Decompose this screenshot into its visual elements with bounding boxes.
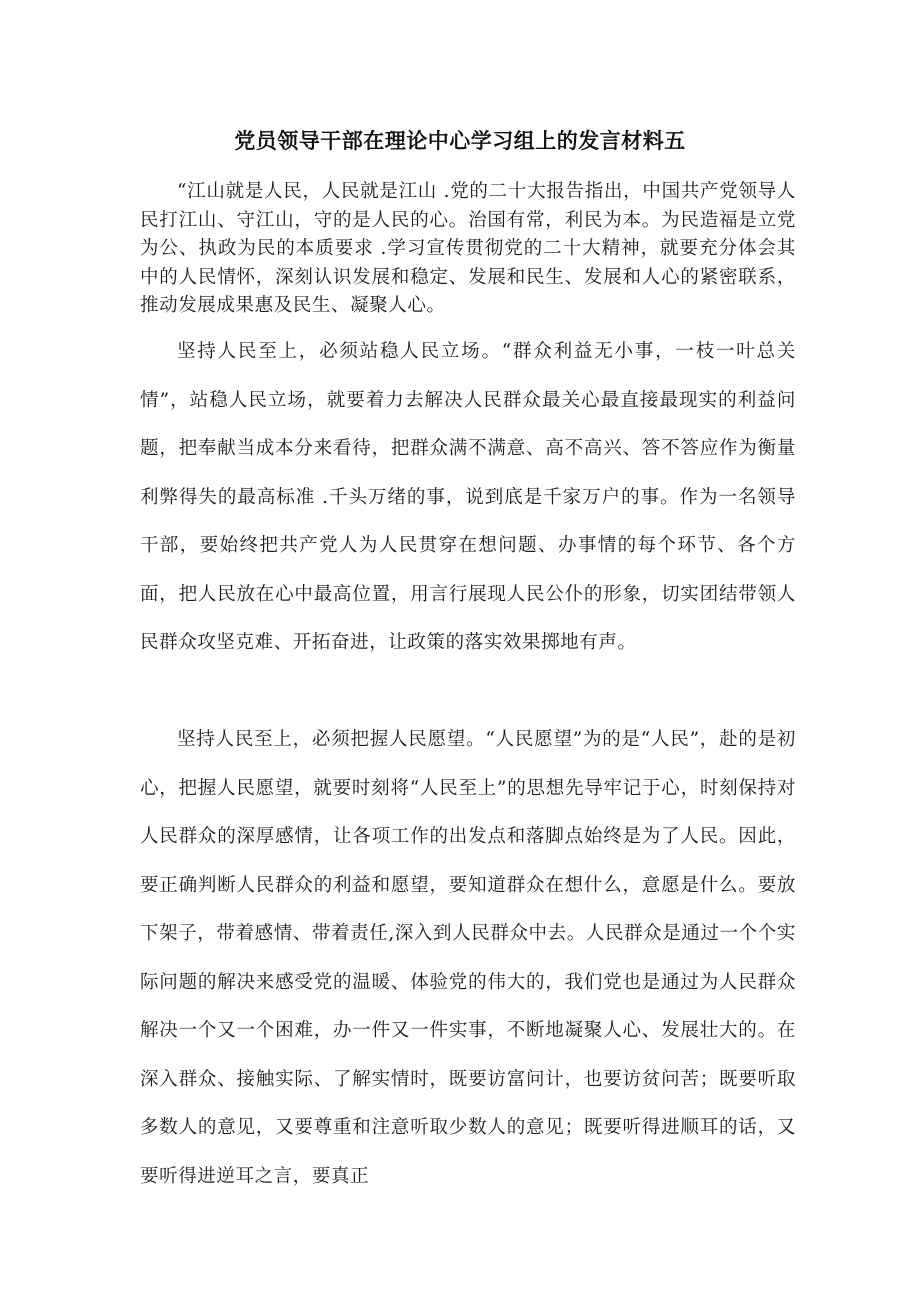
paragraph-intro: “江山就是人民，人民就是江山 .党的二十大报告指出，中国共产党领导人民打江山、守江山，守的是人民的心。治国有常，利民为本。为民造福是立党为公、执政为民的本质要求 .学习宣传贯彻党的二十大精神，就要充分体会其中的人民情怀，深刻认识发展和稳定、发展和民生、发展和人心的紧密联系，推动发展成果惠及民生、凝聚人心。 xyxy=(140,181,796,316)
document-title: 党员领导干部在理论中心学习组上的发言材料五 xyxy=(234,129,686,153)
paragraph-people-wishes: 坚持人民至上，必须把握人民愿望。“人民愿望”为的是“人民”，赴的是初心，把握人民愿望，就要时刻将“人民至上”的思想先导牢记于心，时刻保持对人民群众的深厚感情，让各项工作的出发点和落脚点始终是为了人民。因此，要正确判断人民群众的利益和愿望，要知道群众在想什么，意愿是什么。要放下架子，带着感情、带着责任,深入到人民群众中去。人民群众是通过一个个实际问题的解决来感受党的温暖、体验党的伟大的，我们党也是通过为人民群众解决一个又一个困难，办一件又一件实事，不断地凝聚人心、发展壮大的。在深入群众、接触实际、了解实情时，既要访富问计，也要访贫问苦；既要听取多数人的意见，又要尊重和注意听取少数人的意见；既要听得进顺耳的话，又要听得进逆耳之言，要真正 xyxy=(140,729,796,1187)
paragraph-people-stance: 坚持人民至上，必须站稳人民立场。“群众利益无小事，一枝一叶总关情”，站稳人民立场，就要着力去解决人民群众最关心最直接最现实的利益问题，把奉献当成本分来看待，把群众满不满意、高不高兴、答不答应作为衡量利弊得失的最高标准 .千头万绪的事，说到底是千家万户的事。作为一名领导干部，要始终把共产党人为人民贯穿在想问题、办事情的每个环节、各个方面，把人民放在心中最高位置，用言行展现人民公仆的形象，切实团结带领人民群众攻坚克难、开拓奋进，让政策的落实效果掷地有声。 xyxy=(140,341,796,653)
